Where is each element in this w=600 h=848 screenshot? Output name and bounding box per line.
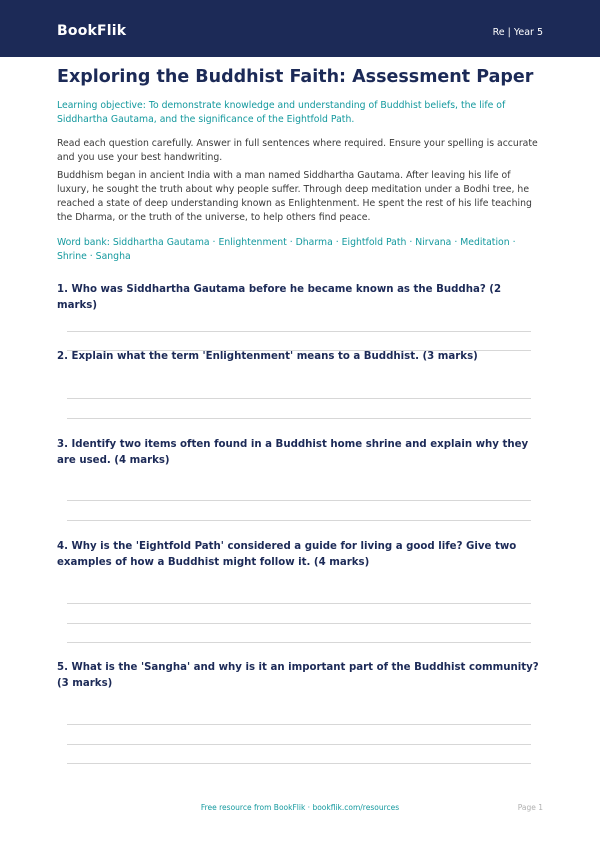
- answer-line[interactable]: [67, 603, 531, 604]
- subject-year-label: Re | Year 5: [492, 27, 543, 38]
- answer-line[interactable]: [67, 398, 531, 399]
- answer-line[interactable]: [67, 418, 531, 419]
- answer-line[interactable]: [67, 623, 531, 624]
- answer-line[interactable]: [67, 520, 531, 521]
- instructions-text: Read each question carefully. Answer in full sentences where required. Ensure your spelling is accurate and you use your best handwriting.: [57, 138, 538, 163]
- brand-logo-text[interactable]: BookFlik: [57, 23, 127, 39]
- page-title: Exploring the Buddhist Faith: Assessment Paper: [57, 67, 534, 87]
- footer-resource-link[interactable]: Free resource from BookFlik · bookflik.com/resources: [200, 803, 400, 812]
- answer-line[interactable]: [67, 744, 531, 745]
- question-5: 5. What is the 'Sangha' and why is it an important part of the Buddhist community? (3 marks): [57, 662, 539, 689]
- answer-line[interactable]: [67, 500, 531, 501]
- reading-passage: Buddhism began in ancient India with a man named Siddhartha Gautama. After leaving his life of luxury, he sought the truth about why people suffer. Through deep meditation under a Bodhi tree, he reached a state of deep understanding known as Enlightenment. He spent the rest of his life teaching the Dharma, or the truth of the universe, to help others find peace.: [57, 170, 532, 223]
- question-2: 2. Explain what the term 'Enlightenment' means to a Buddhist. (3 marks): [57, 351, 478, 362]
- question-1: 1. Who was Siddhartha Gautama before he became known as the Buddha? (2 marks): [57, 284, 502, 311]
- page-number: Page 1: [517, 803, 543, 812]
- answer-line[interactable]: [67, 642, 531, 643]
- word-bank: Word bank: Siddhartha Gautama · Enlightenment · Dharma · Eightfold Path · Nirvana · Meditation · Shrine · Sangha: [57, 237, 516, 262]
- question-4: 4. Why is the 'Eightfold Path' considered a guide for living a good life? Give two examples of how a Buddhist might follow it. (4 marks): [57, 541, 517, 568]
- learning-objective: Learning objective: To demonstrate knowledge and understanding of Buddhist beliefs, the life of Siddhartha Gautama, and the significance of the Eightfold Path.: [57, 100, 506, 125]
- answer-line[interactable]: [67, 331, 531, 332]
- answer-line[interactable]: [67, 724, 531, 725]
- question-3: 3. Identify two items often found in a Buddhist home shrine and explain why they are used. (4 marks): [57, 439, 529, 466]
- header-band: [0, 0, 600, 57]
- answer-line[interactable]: [67, 763, 531, 764]
